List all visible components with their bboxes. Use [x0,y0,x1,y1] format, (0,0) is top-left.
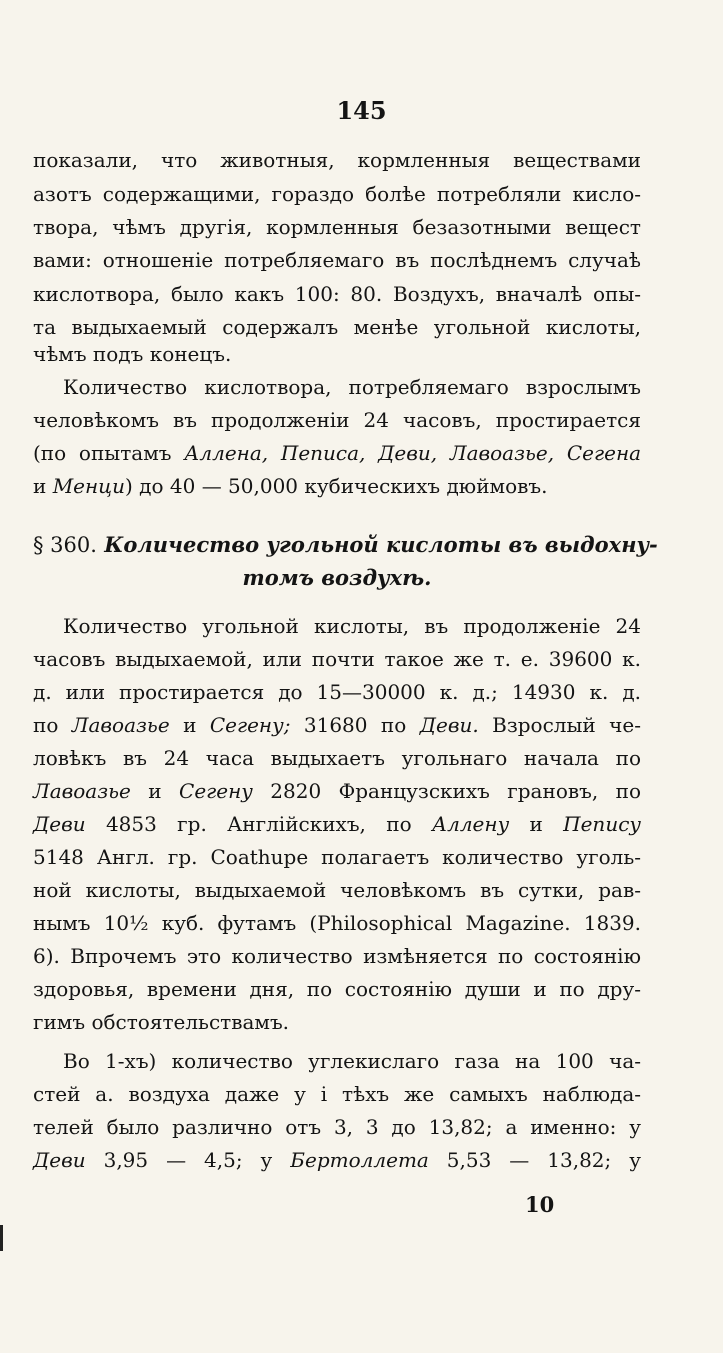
text-line: та выдыхаемый содержалъ менѣе угольной кислоты, [33,315,641,339]
page-number: 145 [336,96,387,125]
text-line: вами: отношеніе потребляемаго въ послѣднемъ случаѣ [33,248,641,272]
text-line: ловѣкъ въ 24 часа выдыхаетъ угольнаго начала по [33,746,641,770]
signature-mark: 10 [525,1192,555,1217]
text-line: человѣкомъ въ продолженіи 24 часовъ, простирается [33,408,641,432]
text-line: и Менци) до 40 — 50,000 кубическихъ дюймовъ. [33,474,548,498]
text-line: по Лавоазье и Сегену; 31680 по Деви. Взрослый че- [33,713,641,737]
text-line: ной кислоты, выдыхаемой человѣкомъ въ сутки, рав- [33,878,641,902]
text-line: показали, что животныя, кормленныя веществами [33,148,641,172]
text-line: 5148 Англ. гр. Coathupe полагаетъ количество уголь- [33,845,641,869]
scan-artifact [0,1225,3,1251]
text-line: кислотвора, было какъ 100: 80. Воздухъ, вначалѣ опы- [33,282,641,306]
text-line: чѣмъ подъ конецъ. [33,342,232,366]
text-line: 6). Впрочемъ это количество измѣняется по состоянію [33,944,641,968]
text-line: часовъ выдыхаемой, или почти такое же т. е. 39600 к. [33,647,641,671]
text-line: азотъ содержащими, гораздо болѣе потребляли кисло- [33,182,641,206]
text-line: нымъ 10½ куб. футамъ (Philosophical Magazine. 1839. [33,911,641,935]
text-line: твора, чѣмъ другія, кормленныя безазотными вещест [33,215,641,239]
text-line: д. или простирается до 15—30000 к. д.; 14930 к. д. [33,680,641,704]
text-line: здоровья, времени дня, по состоянію души и по дру- [33,977,641,1001]
text-line: (по опытамъ Аллена, Пеписа, Деви, Лавоазье, Сегена [33,441,642,465]
text-line: Количество кислотвора, потребляемаго взрослымъ [63,375,641,399]
text-line: Лавоазье и Сегену 2820 Французскихъ грановъ, по [33,779,641,803]
text-line: Деви 3,95 — 4,5; у Бертоллета 5,53 — 13,82; у [33,1148,641,1172]
text-line: Количество угольной кислоты, въ продолженіе 24 [63,614,641,638]
text-line: Деви 4853 гр. Англійскихъ, по Аллену и Пепису [33,812,641,836]
text-line: стей а. воздуха даже у і тѣхъ же самыхъ наблюда- [33,1082,641,1106]
section-heading-continued: томъ воздухѣ. [242,565,432,590]
text-line: гимъ обстоятельствамъ. [33,1010,290,1034]
text-line: Во 1-хъ) количество углекислаго газа на 100 ча- [63,1049,641,1073]
section-heading: § 360. Количество угольной кислоты въ выдохну- [33,532,658,557]
text-line: телей было различно отъ 3, 3 до 13,82; а именно: у [33,1115,641,1139]
